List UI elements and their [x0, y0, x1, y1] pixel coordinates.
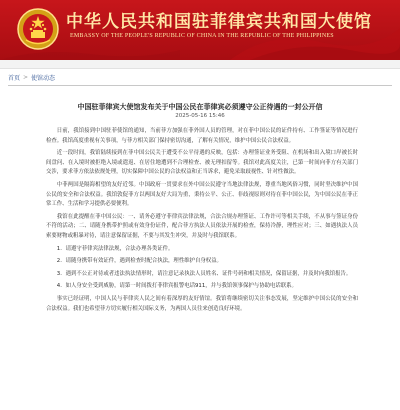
article-paragraph: 3．遇到不公正对待或者违法执法情形时，请注意记录执法人员姓名、证件号码和相关情况，保留证据，并及时向我馆报告。 [56, 270, 352, 277]
article-paragraph: 2．请随身携带有效证件，遇到检查时配合执法，理性维护自身权益。 [56, 258, 222, 265]
article-paragraph: 事实已经证明，中国人民与菲律宾人民之间有着深厚的友好情谊。我馆将继续密切关注事态发展，坚定维护中国公民的安全和合法权益。我们也希望菲方切实履行相关国际义务，为两国人员往来创造良好环境。 [46, 295, 358, 312]
embassy-title-en: EMBASSY OF THE PEOPLE'S REPUBLIC OF CHINA IN THE REPUBLIC OF THE PHILIPPINES [70, 33, 334, 39]
breadcrumb-separator: > [23, 73, 29, 81]
breadcrumb-section-link[interactable]: 使馆动态 [31, 74, 56, 82]
header-banner [0, 0, 400, 60]
breadcrumb-home-link[interactable]: 首页 [8, 74, 21, 82]
embassy-title-cn: 中华人民共和国驻菲律宾共和国大使馆 [66, 12, 372, 32]
article-paragraph: 中菲两国是隔海相望的友好近邻。中国政府一贯要求在外中国公民遵守当地法律法规，尊重当地风俗习惯，同时坚决维护中国公民的安全和合法权益。我馆敦促菲方以两国友好大局为重，秉持公平、公正、非歧视原则对待在菲中国公民，为中国公民在菲正常工作、生活和学习提供必要便利。 [46, 181, 358, 208]
article-paragraph: 近一段时间，我馆陆续接到在菲中国公民关于遭受不公平待遇的反映，包括：办理签证业务受阻、在机场和出入境口岸被长时间盘问、在入境时被拒绝入境或遣返、在居住地遭到不合理检查、被无理扣留等。我馆对此高度关注，已第一时间向菲方有关部门交涉，要求菲方依法依规处理，切实保障中国公民的合法权益和正当诉求，避免采取歧视性、针对性做法。 [46, 150, 358, 176]
nav-bar [0, 60, 400, 69]
national-emblem-icon[interactable] [16, 7, 60, 51]
article-date: 2025-05-16 15:46 [175, 113, 225, 119]
article-title: 中国驻菲律宾大使馆发布关于中国公民在菲律宾必须遵守公正待遇的一封公开信 [77, 103, 323, 111]
divider [8, 85, 392, 86]
article-paragraph: 4．如人身安全受到威胁，请第一时间拨打菲律宾报警电话911，并与我馆领事保护与协助电话联系。 [56, 283, 297, 290]
article-paragraph: 日前，我馆接到中国驻菲使馆的通知，当前菲方加强在菲外国人员的管理，对在菲中国公民的证件持有、工作签证等情况进行检查。我馆高度重视有关事项，与菲方相关部门保持密切沟通，了解有关情况，维护中国公民合法权益。 [46, 128, 358, 144]
article-paragraph: 我馆在此提醒在菲中国公民：一、请务必遵守菲律宾法律法规，合法合规办理签证、工作许可等相关手续，不从事与签证身份不符的活动；二、请随身携带护照或有效身份证件，配合菲方执法人员依法开展的检查，保持冷静，理性应对；三、如遇执法人员索要财物或粗暴对待，请注意保留证据，不要与其发生冲突，并及时与我馆联系。 [46, 213, 358, 239]
article-paragraph: 1．请遵守菲律宾法律法规，合法办理各类证件。 [56, 245, 174, 252]
article-body [46, 127, 358, 317]
breadcrumb [8, 72, 55, 82]
